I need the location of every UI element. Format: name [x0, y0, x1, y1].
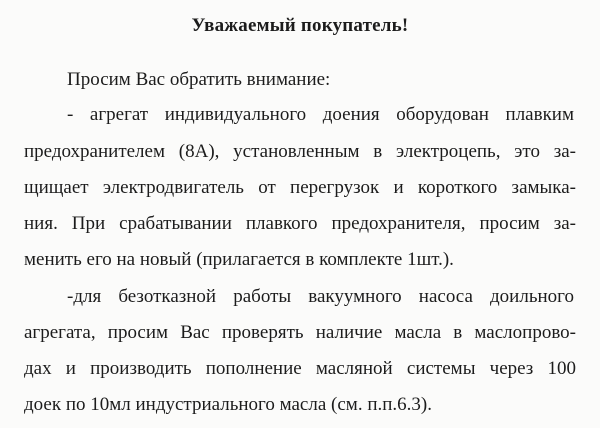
text-line-oil-1: -для безотказной работы вакуумного насоса доильного	[67, 286, 574, 307]
document-title: Уважаемый покупатель!	[191, 15, 409, 36]
text-line-fuse-3: щищает электродвигатель от перегрузок и короткого замыка-	[24, 177, 576, 198]
text-line-oil-2: агрегата, просим Вас проверять наличие масла в маслопрово-	[24, 322, 576, 343]
text-line-fuse-5: менить его на новый (прилагается в комплекте 1шт.).	[24, 249, 454, 270]
text-line-oil-3: дах и производить пополнение масляной системы через 100	[24, 358, 576, 379]
text-line-fuse-1: - агрегат индивидуального доения оборудован плавким	[67, 104, 574, 125]
text-line-intro: Просим Вас обратить внимание:	[67, 69, 331, 90]
text-line-fuse-2: предохранителем (8А), установленным в электроцепь, это за-	[24, 141, 576, 162]
text-line-fuse-4: ния. При срабатывании плавкого предохранителя, просим за-	[24, 213, 576, 234]
text-line-oil-4: доек по 10мл индустриального масла (см. п.п.6.3).	[24, 394, 432, 415]
